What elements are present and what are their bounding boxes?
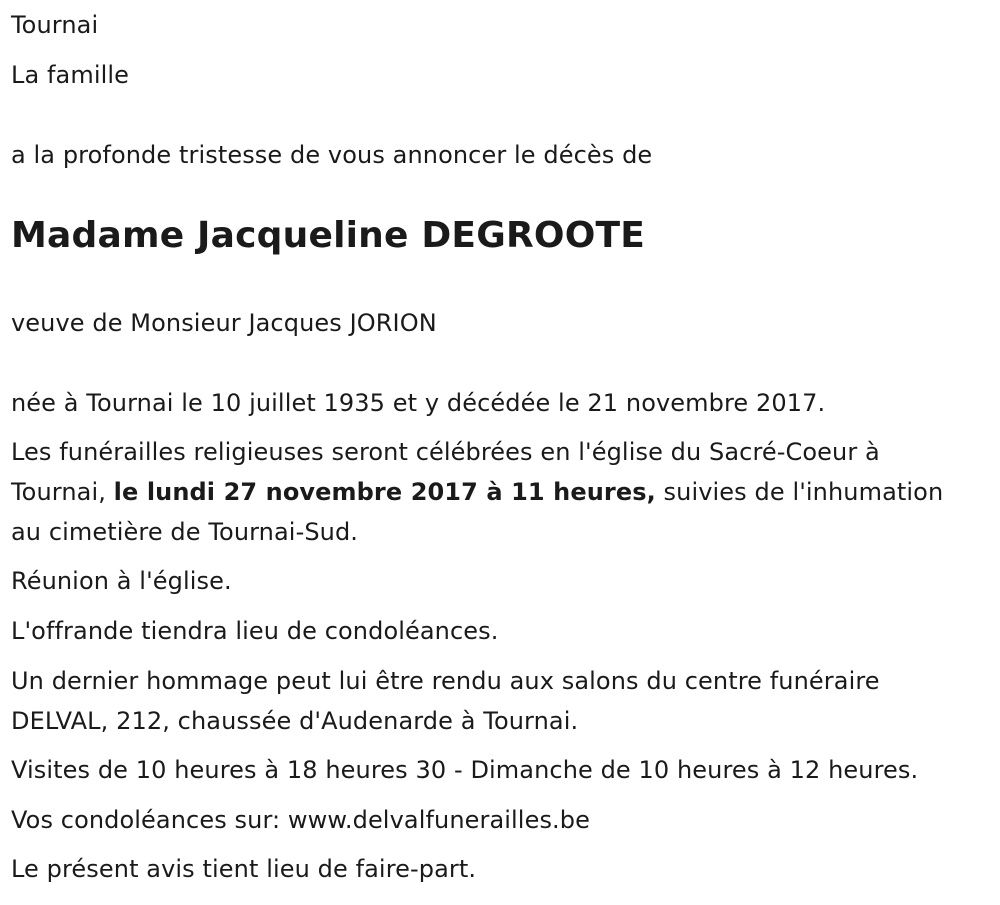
funeral-line-2 [11,472,943,512]
announcement-line: a la profonde tristesse de vous annoncer le décès de [11,141,653,169]
tribute-line-2: DELVAL, 212, chaussée d'Audenarde à Tournai. [11,707,579,735]
funeral-line-1: Les funérailles religieuses seront célébrées en l'église du Sacré-Coeur à [11,438,880,466]
city-heading: Tournai [11,11,99,39]
funeral-line-2-prefix: Tournai, [11,478,114,506]
birth-death-line: née à Tournai le 10 juillet 1935 et y décédée le 21 novembre 2017. [11,389,826,417]
tribute-line-1: Un dernier hommage peut lui être rendu aux salons du centre funéraire [11,667,880,695]
funeral-line-2-suffix: suivies de l'inhumation [655,478,944,506]
funeral-line-3: au cimetière de Tournai-Sud. [11,518,359,546]
closing-line: Le présent avis tient lieu de faire-part. [11,855,477,883]
offering-line: L'offrande tiendra lieu de condoléances. [11,617,499,645]
family-line: La famille [11,61,130,89]
meeting-line: Réunion à l'église. [11,567,232,595]
visits-line: Visites de 10 heures à 18 heures 30 - Dimanche de 10 heures à 12 heures. [11,756,919,784]
funeral-date-time: le lundi 27 novembre 2017 à 11 heures, [113,478,656,506]
spouse-line: veuve de Monsieur Jacques JORION [11,309,437,337]
deceased-name: Madame Jacqueline DEGROOTE [11,215,646,256]
condolences-line: Vos condoléances sur: www.delvalfunerailles.be [11,806,590,834]
